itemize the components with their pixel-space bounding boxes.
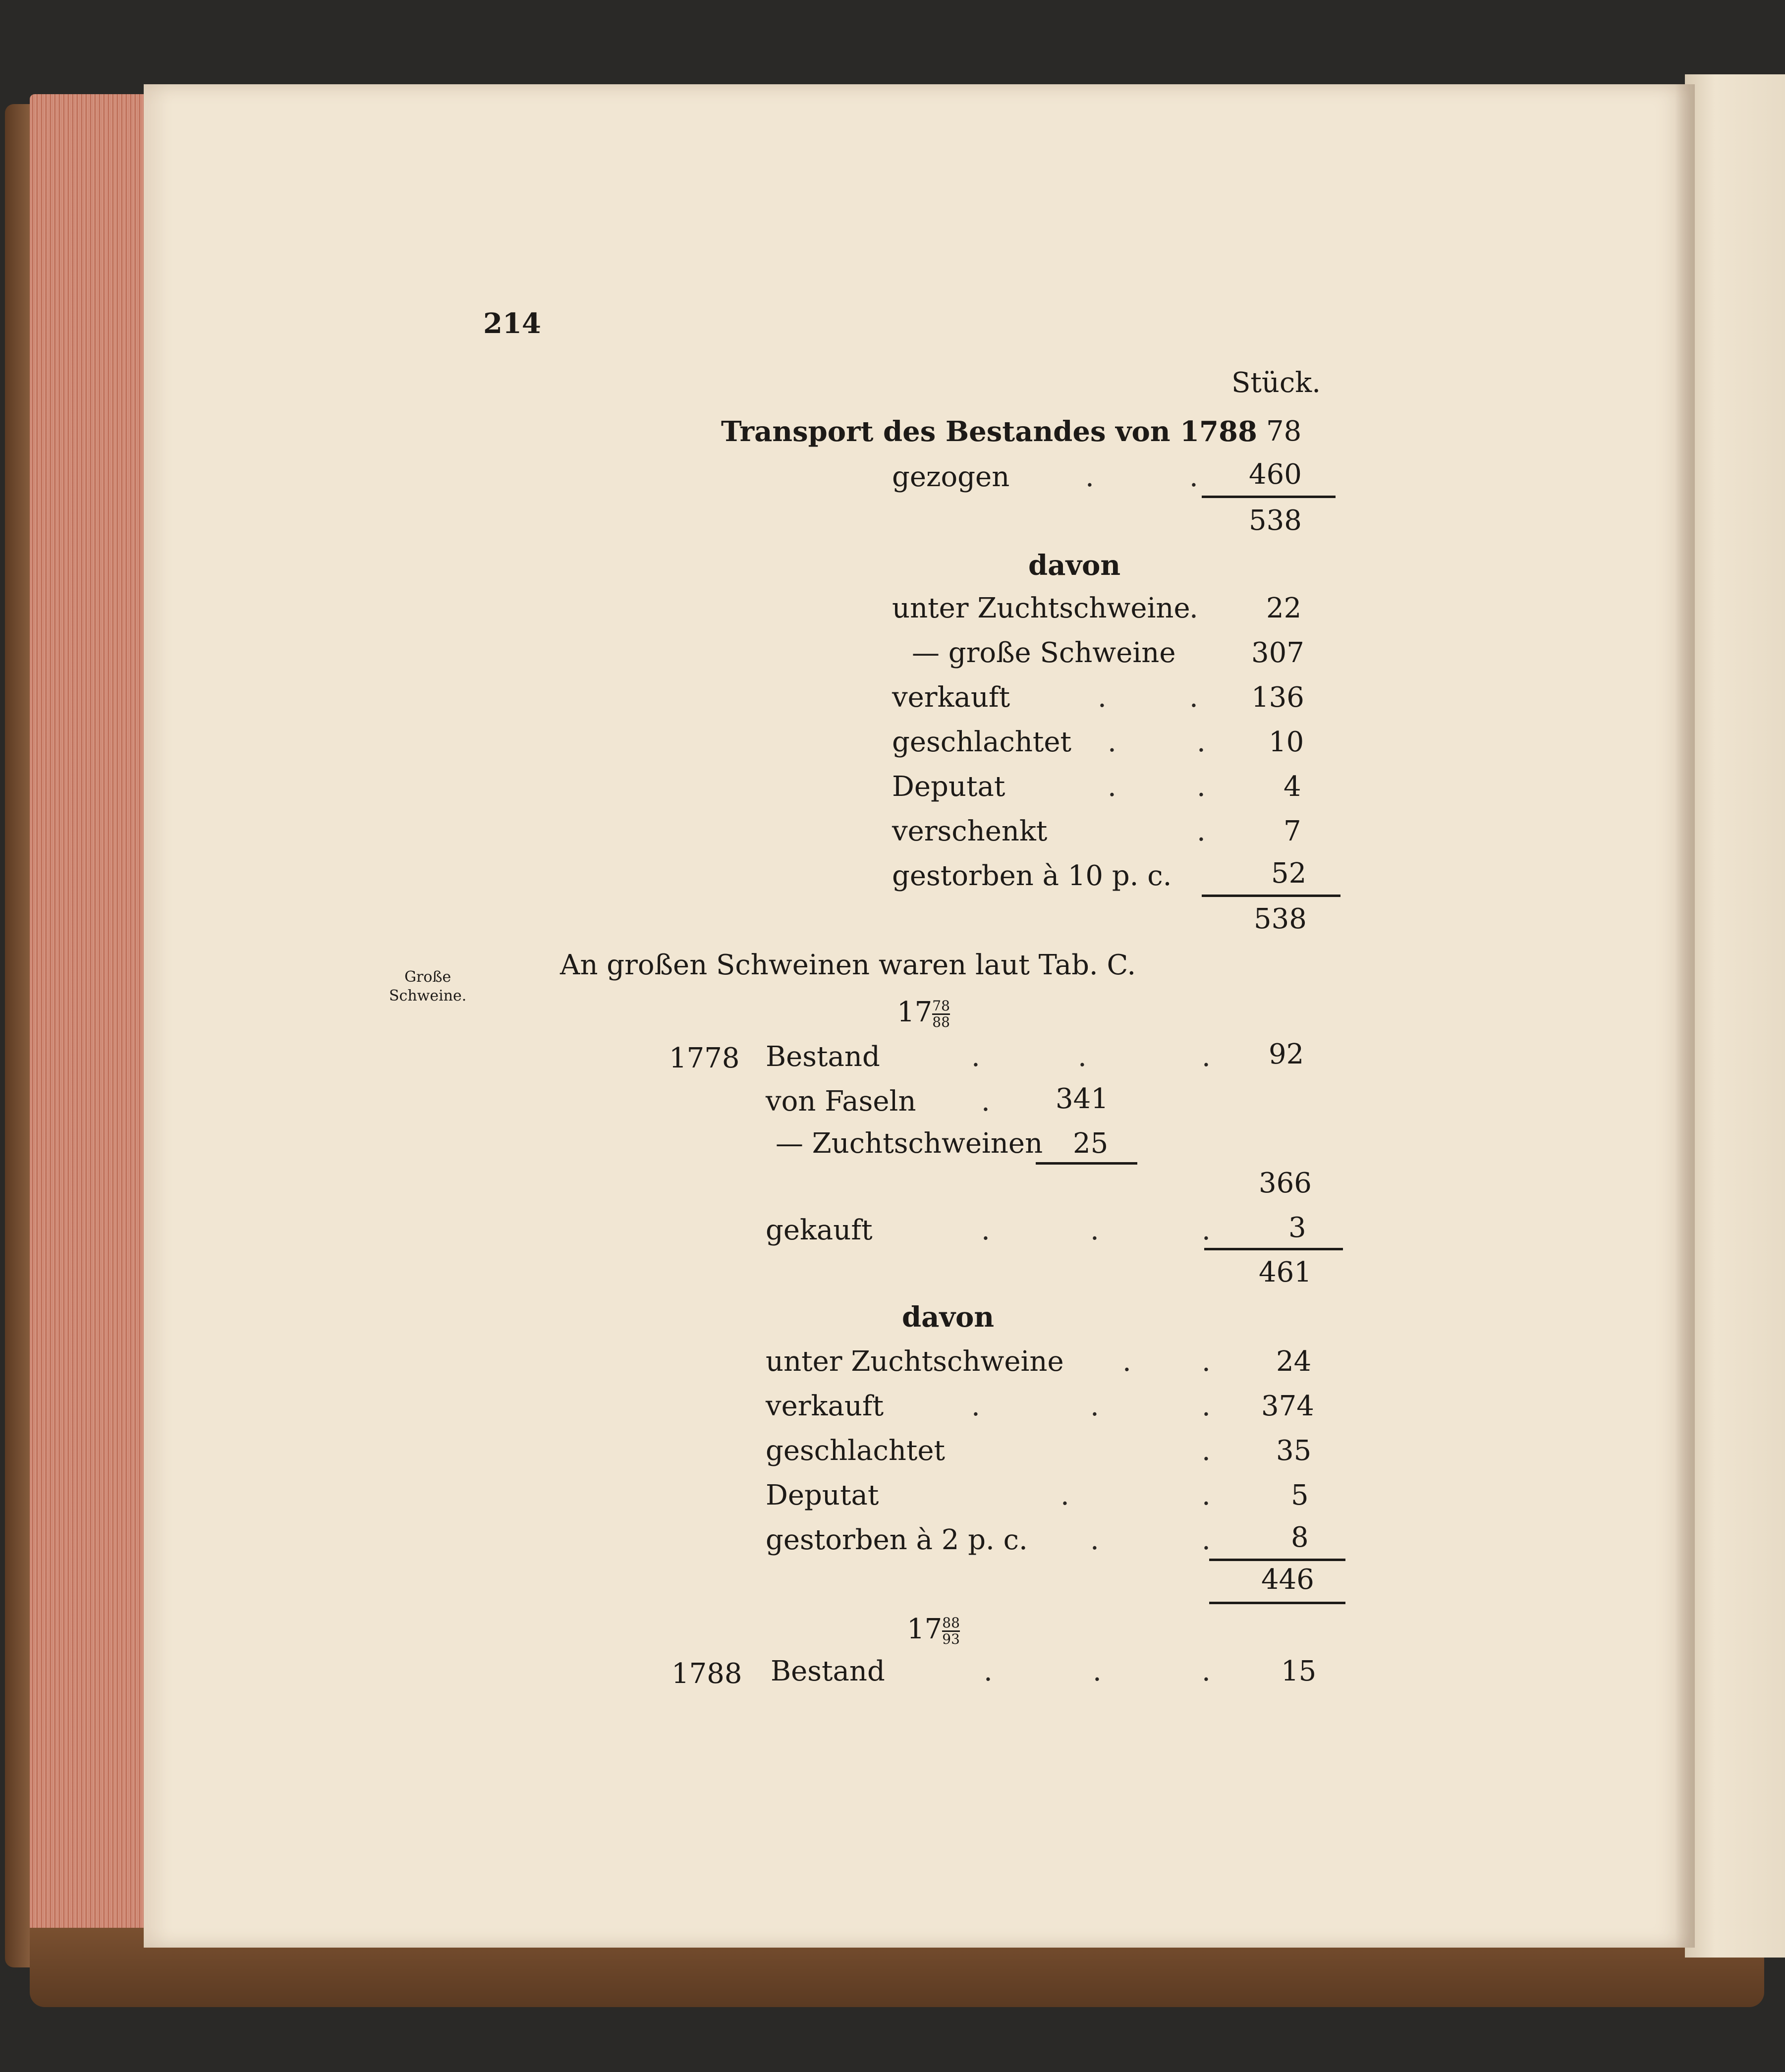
list-item-value: 52 [1271,857,1307,890]
list-item-value: 24 [1276,1345,1312,1378]
list-item-label: — große Schweine [912,637,1176,669]
list-item-label: verkauft [766,1390,884,1422]
list-item-value: 307 [1251,637,1304,669]
year-1788: 1788 [671,1658,742,1690]
leader-dots: . [1122,1345,1131,1378]
list-item-label: Deputat [892,771,1005,803]
list-item-label: unter Zuchtschweine [766,1345,1064,1378]
leader-dots: . [971,1041,980,1073]
leader-dots: . [1197,815,1206,847]
sum-rule [1209,1559,1345,1561]
leader-dots: . [1202,1390,1211,1422]
leader-dots: . [1202,1041,1211,1073]
list-item-value: 35 [1276,1435,1312,1467]
list-item-value: 22 [1266,592,1302,624]
bestand-label: Bestand [766,1041,880,1073]
section-heading: An großen Schweinen waren laut Tab. C. [560,949,1136,981]
davon-heading-2: davon [902,1301,995,1334]
sum-538-a: 538 [1249,504,1302,537]
bestand-value: 15 [1281,1655,1317,1687]
list-item-value: 8 [1291,1521,1309,1554]
leader-dots: . [1090,1390,1099,1422]
list-item-label: unter Zuchtschweine [892,592,1190,624]
leader-dots: . [1202,1479,1211,1512]
list-item-label: gestorben à 2 p. c. [766,1524,1028,1556]
leader-dots: . [1090,1214,1099,1246]
zucht-value: 25 [1073,1127,1109,1160]
list-item-label: geschlachtet [766,1435,946,1467]
sum-rule [1202,895,1340,897]
leader-dots: . [1098,681,1107,714]
sum-538-b: 538 [1254,903,1307,935]
faseln-label: von Faseln [766,1085,916,1118]
period-fraction [932,999,950,1030]
list-item-label: verkauft [892,681,1010,714]
year-1778: 1778 [669,1042,740,1074]
total-double-rule [1209,1602,1345,1604]
sum-366: 366 [1259,1167,1312,1199]
bestand-label: Bestand [771,1655,885,1687]
gezogen-label: gezogen [892,461,1010,493]
period-prefix: 17 [907,1613,943,1645]
page-number: 214 [483,307,541,340]
page-gutter [1675,84,1695,1948]
margin-note-line: Schweine. [389,987,467,1005]
period-heading-1 [897,996,950,1030]
leader-dots: . [1202,1214,1211,1246]
leader-dots: . [1197,771,1206,803]
leader-dots: . [1202,1435,1211,1467]
list-item-value: 374 [1261,1390,1314,1422]
transport-label: Transport des Bestandes von 1788 [721,415,1257,448]
sum-rule [1204,1248,1343,1250]
leader-dots: . [1078,1041,1087,1073]
list-item-value: 4 [1283,771,1301,803]
leader-dots: . [1093,1655,1102,1687]
list-item-value: 7 [1283,815,1301,847]
leader-dots: . [1202,1524,1211,1556]
facing-page-edge [1685,74,1785,1958]
leader-dots: . [1189,592,1198,624]
unit-header: Stück. [1231,367,1321,399]
leader-dots: . [1090,1524,1099,1556]
sum-rule [1036,1162,1137,1165]
list-item-value: 136 [1251,681,1304,714]
leader-dots: . [1189,681,1198,714]
leader-dots: . [984,1655,993,1687]
gekauft-label: gekauft [766,1214,873,1246]
zucht-label: — Zuchtschweinen [776,1127,1043,1160]
margin-note-line: Große [404,968,451,986]
leader-dots: . [1108,771,1116,803]
bestand-value: 92 [1269,1038,1304,1070]
davon-heading-1: davon [1028,549,1121,582]
period-bottom: 88 [932,1014,950,1030]
leader-dots: . [971,1390,980,1422]
list-item-label: verschenkt [892,815,1048,847]
faseln-value: 341 [1056,1083,1109,1115]
leader-dots: . [981,1214,990,1246]
margin-note [389,968,466,1006]
leader-dots: . [1189,461,1198,493]
transport-value: 78 [1266,415,1302,448]
leader-dots: . [981,1085,990,1118]
leader-dots: . [1202,1345,1211,1378]
page-edges [30,94,154,1958]
leader-dots: . [1108,726,1116,758]
list-item-value: 10 [1269,726,1304,758]
leader-dots: . [1060,1479,1069,1512]
gekauft-value: 3 [1288,1212,1306,1244]
leader-dots: . [1202,1655,1211,1687]
sum-461: 461 [1259,1256,1312,1288]
leader-dots: . [1085,461,1094,493]
sum-446: 446 [1261,1564,1314,1596]
gezogen-value: 460 [1249,458,1302,491]
period-prefix: 17 [897,996,933,1028]
period-top: 88 [942,1615,960,1631]
sum-rule [1202,496,1336,498]
period-fraction [942,1616,960,1647]
leader-dots: . [1197,726,1206,758]
list-item-label: gestorben à 10 p. c. [892,860,1172,892]
period-bottom: 93 [942,1631,960,1647]
list-item-label: Deputat [766,1479,879,1512]
list-item-value: 5 [1291,1479,1309,1512]
period-heading-2 [907,1613,960,1647]
period-top: 78 [932,998,950,1014]
list-item-label: geschlachtet [892,726,1072,758]
